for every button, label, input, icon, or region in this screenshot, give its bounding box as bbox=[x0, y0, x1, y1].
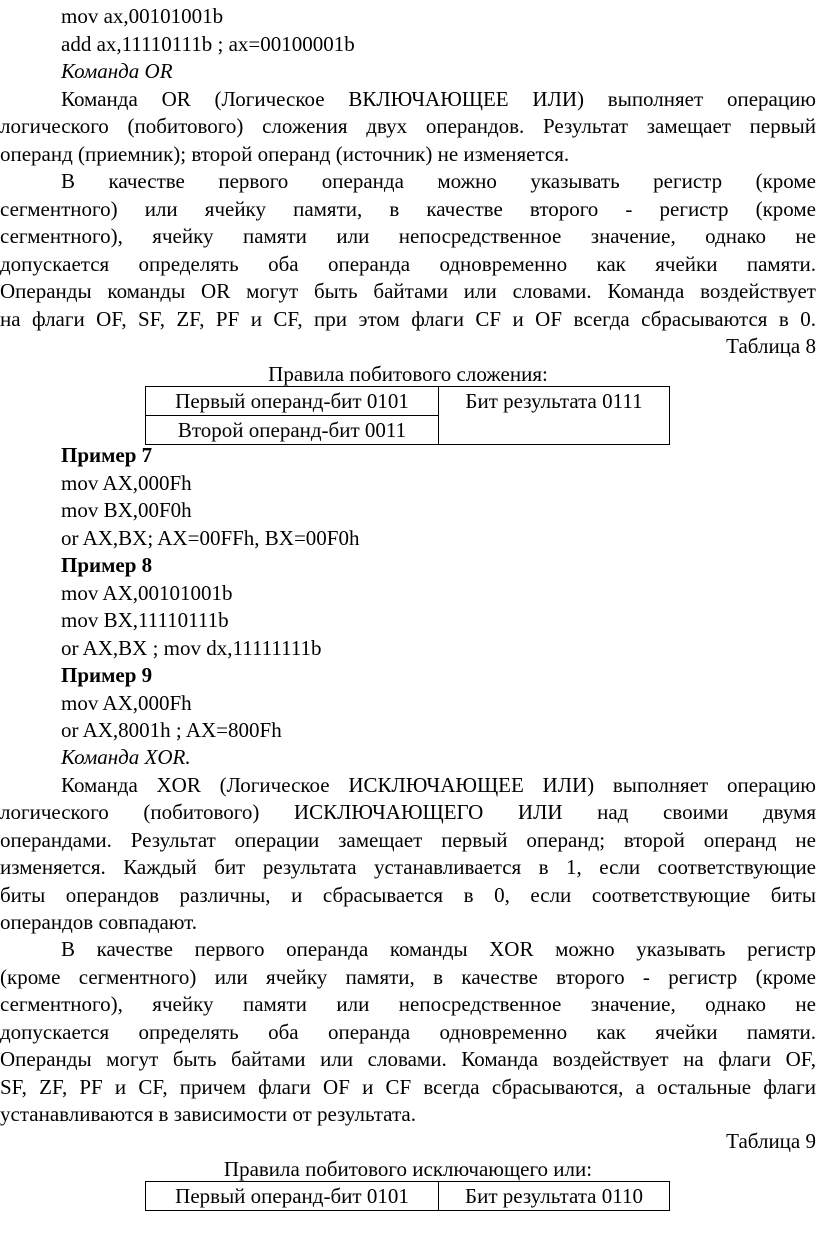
section-heading-xor: Команда XOR. bbox=[61, 745, 191, 769]
table-row bbox=[146, 1182, 670, 1211]
paragraph-line: Операнды могут быть байтами или словами. Команда воздействует на флаги OF, bbox=[0, 1047, 816, 1071]
example-title: Пример 9 bbox=[61, 663, 153, 687]
paragraph-line: сегментного), ячейку памяти или непосредственное значение, однако не bbox=[0, 992, 816, 1016]
table-cell: Бит результата 0111 bbox=[439, 387, 670, 445]
code-line: add ax,11110111b ; ax=00100001b bbox=[61, 32, 355, 56]
code-line: mov BX,11110111b bbox=[61, 608, 229, 632]
paragraph-line: сегментного) или ячейку памяти, в качестве второго - регистр (кроме bbox=[0, 197, 816, 221]
paragraph-line: сегментного), ячейку памяти или непосредственное значение, однако не bbox=[0, 224, 816, 248]
paragraph-line: (кроме сегментного) или ячейку памяти, в качестве второго - регистр (кроме bbox=[0, 965, 816, 989]
code-line: mov AX,000Fh bbox=[61, 691, 192, 715]
code-line: or AX,BX; AX=00FFh, BX=00F0h bbox=[61, 526, 360, 550]
table-caption: Правила побитового исключающего или: bbox=[223, 1157, 593, 1181]
paragraph-line: логического (побитового) ИСКЛЮЧАЮЩЕГО ИЛИ над своими двумя bbox=[0, 800, 816, 824]
paragraph-line: изменяется. Каждый бит результата устанавливается в 1, если соответствующие bbox=[0, 855, 816, 879]
paragraph-line: Команда XOR (Логическое ИСКЛЮЧАЮЩЕЕ ИЛИ) выполняет операцию bbox=[61, 773, 816, 797]
table-cell: Бит результата 0110 bbox=[439, 1182, 670, 1211]
paragraph-line: SF, ZF, PF и CF, причем флаги OF и CF всегда сбрасываются, а остальные флаги bbox=[0, 1075, 816, 1099]
section-heading-or: Команда OR bbox=[61, 59, 173, 83]
paragraph-line: логического (побитового) сложения двух операндов. Результат замещает первый bbox=[0, 114, 816, 138]
paragraph-line: биты операндов различны, и сбрасывается в 0, если соответствующие биты bbox=[0, 883, 816, 907]
paragraph-line: В качестве первого операнда можно указывать регистр (кроме bbox=[61, 169, 816, 193]
table-label: Таблица 9 bbox=[726, 1129, 816, 1153]
paragraph-line: устанавливаются в зависимости от результата. bbox=[0, 1102, 416, 1126]
paragraph-line: допускается определять оба операнда одновременно как ячейки памяти. bbox=[0, 252, 816, 276]
paragraph-line: Операнды команды OR могут быть байтами или словами. Команда воздействует bbox=[0, 279, 816, 303]
table-caption: Правила побитового сложения: bbox=[268, 362, 548, 386]
table-cell: Первый операнд-бит 0101 bbox=[146, 1182, 439, 1211]
table-label: Таблица 8 bbox=[726, 334, 816, 358]
code-line: mov AX,00101001b bbox=[61, 581, 233, 605]
paragraph-line: операнд (приемник); второй операнд (источник) не изменяется. bbox=[0, 142, 570, 166]
code-line: mov BX,00F0h bbox=[61, 498, 192, 522]
table-cell: Первый операнд-бит 0101 bbox=[146, 387, 439, 416]
xor-rules-table bbox=[145, 1181, 670, 1211]
code-line: mov ax,00101001b bbox=[61, 4, 224, 28]
paragraph-line: В качестве первого операнда команды XOR можно указывать регистр bbox=[61, 937, 816, 961]
table-cell: Второй операнд-бит 0011 bbox=[146, 416, 439, 445]
paragraph-line: на флаги OF, SF, ZF, PF и CF, при этом флаги CF и OF всегда сбрасываются в 0. bbox=[0, 307, 816, 331]
paragraph-line: допускается определять оба операнда одновременно как ячейки памяти. bbox=[0, 1020, 816, 1044]
paragraph-line: Команда OR (Логическое ВКЛЮЧАЮЩЕЕ ИЛИ) выполняет операцию bbox=[61, 87, 816, 111]
paragraph-line: операндами. Результат операции замещает первый операнд; второй операнд не bbox=[0, 828, 816, 852]
code-line: or AX,8001h ; AX=800Fh bbox=[61, 718, 282, 742]
paragraph-line: операндов совпадают. bbox=[0, 910, 198, 934]
example-title: Пример 8 bbox=[61, 553, 153, 577]
code-line: mov AX,000Fh bbox=[61, 471, 192, 495]
code-line: or AX,BX ; mov dx,11111111b bbox=[61, 636, 322, 660]
table-row bbox=[146, 387, 670, 416]
example-title: Пример 7 bbox=[61, 443, 153, 467]
or-rules-table bbox=[145, 386, 670, 445]
